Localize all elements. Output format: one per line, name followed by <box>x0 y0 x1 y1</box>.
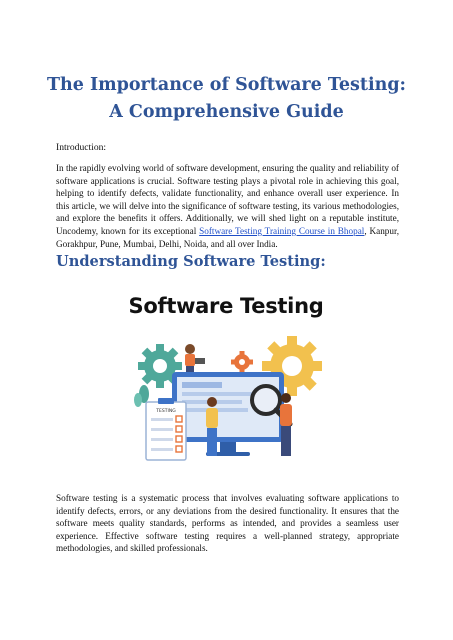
section-heading: Understanding Software Testing: <box>56 253 326 270</box>
illustration-heading: Software Testing <box>128 294 324 318</box>
intro-paragraph <box>56 162 399 250</box>
intro-label: Introduction: <box>56 142 107 153</box>
document-title: The Importance of Software Testing: A Comprehensive Guide <box>46 75 407 122</box>
intro-text: In the rapidly evolving world of software development, ensuring the quality and reliability of software applications is crucial. Software testing plays a pivotal role in achieving this goal, helping to identify defects, validate functionality, and enhance overall user experience. In this article, we will delve into the significance of software testing, its various methodologies, and explore the benefits it offers. Additionally, we will shed light on a reputable institute, Uncodemy, known for its exceptional <box>56 163 399 236</box>
body-paragraph: Software testing is a systematic process that involves evaluating software applications to identify defects, errors, or any deviations from the desired functionality. It ensures that the software meets quality standards, performs as intended, and provides a seamless user experience. Effective software testing requires a well-planned strategy, appropriate methodologies, and skilled professionals. <box>56 493 399 554</box>
person-with-laptop-icon <box>185 344 205 372</box>
intro-text-end: , Kanpur, Gorakhpur, Pune, Mumbai, Delhi, Noida, and all over India. <box>56 225 399 249</box>
software-testing-illustration <box>114 290 338 485</box>
clipboard-label: TESTING <box>156 409 176 414</box>
training-course-link[interactable]: Software Testing Training Course in Bhopal <box>199 225 365 236</box>
illustration-graphic <box>114 290 338 485</box>
clipboard-checklist-icon <box>146 398 186 460</box>
gear-icon <box>231 351 253 373</box>
